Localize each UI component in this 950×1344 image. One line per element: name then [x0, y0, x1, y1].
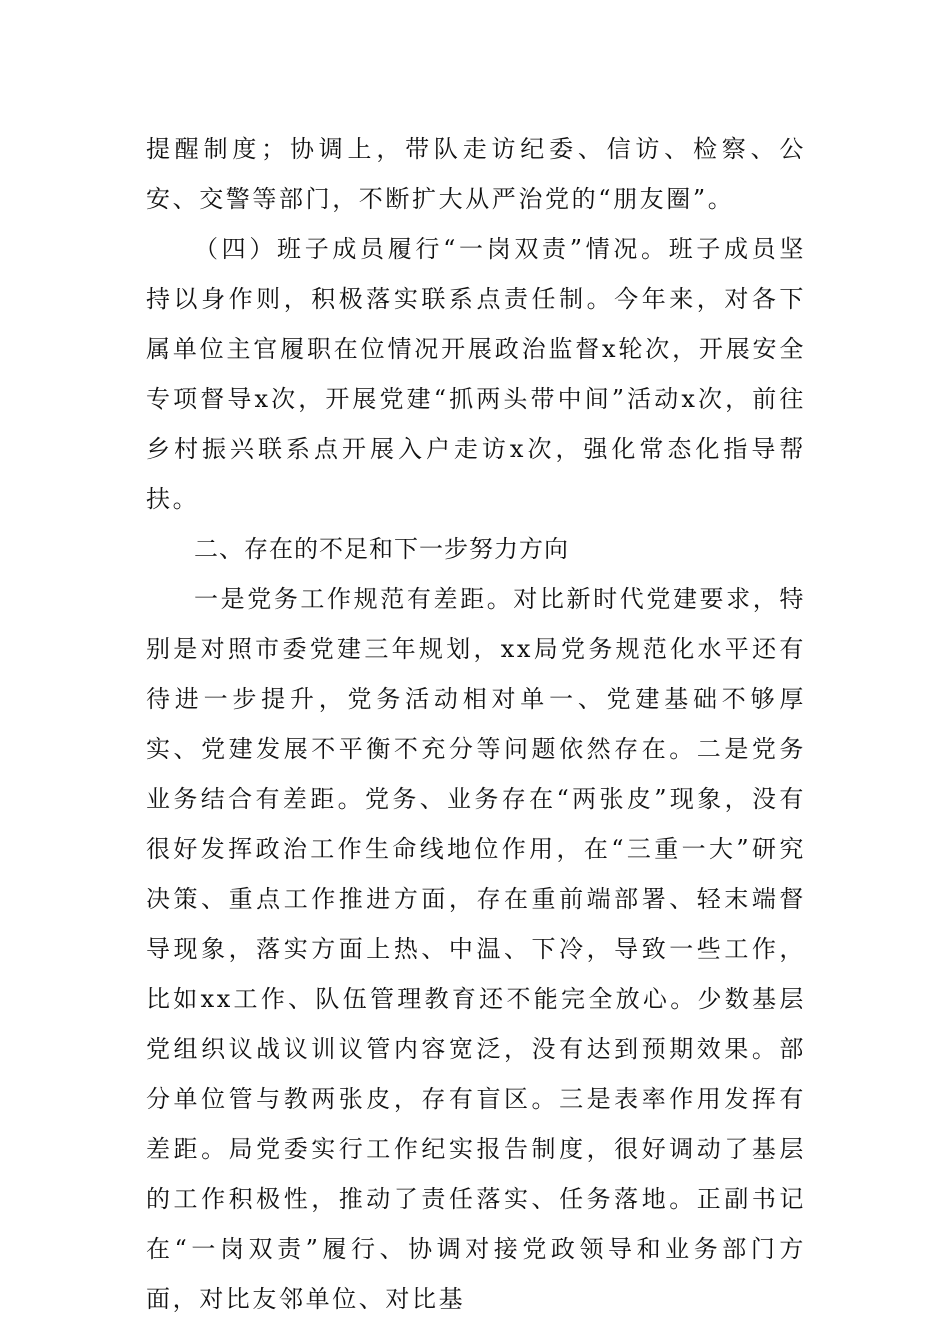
paragraph-continuation: 提醒制度；协调上，带队走访纪委、信访、检察、公安、交警等部门，不断扩大从严治党的“朋友圈”。 [146, 135, 806, 213]
document-body [146, 124, 806, 1324]
section-heading-shortcomings: 二、存在的不足和下一步努力方向 [194, 535, 569, 563]
paragraph-shortcomings: 一是党务工作规范有差距。对比新时代党建要求，特别是对照市委党建三年规划，xx局党务规范化水平还有待进一步提升，党务活动相对单一、党建基础不够厚实、党建发展不平衡不充分等问题依然存在。二是党务业务结合有差距。党务、业务存在“两张皮”现象，没有很好发挥政治工作生命线地位作用，在“三重一大”研究决策、重点工作推进方面，存在重前端部署、轻末端督导现象，落实方面上热、中温、下冷，导致一些工作，比如xx工作、队伍管理教育还不能完全放心。少数基层党组织议战议训议管内容宽泛，没有达到预期效果。部分单位管与教两张皮，存有盲区。三是表率作用发挥有差距。局党委实行工作纪实报告制度，很好调动了基层的工作积极性，推动了责任落实、任务落地。正副书记在“一岗双责”履行、协调对接党政领导和业务部门方面，对比友邻单位、对比基 [146, 585, 806, 1313]
paragraph-team-responsibility: （四）班子成员履行“一岗双责”情况。班子成员坚持以身作则，积极落实联系点责任制。今年来，对各下属单位主官履职在位情况开展政治监督x轮次，开展安全专项督导x次，开展党建“抓两头带中间”活动x次，前往乡村振兴联系点开展入户走访x次，强化常态化指导帮扶。 [146, 235, 806, 513]
